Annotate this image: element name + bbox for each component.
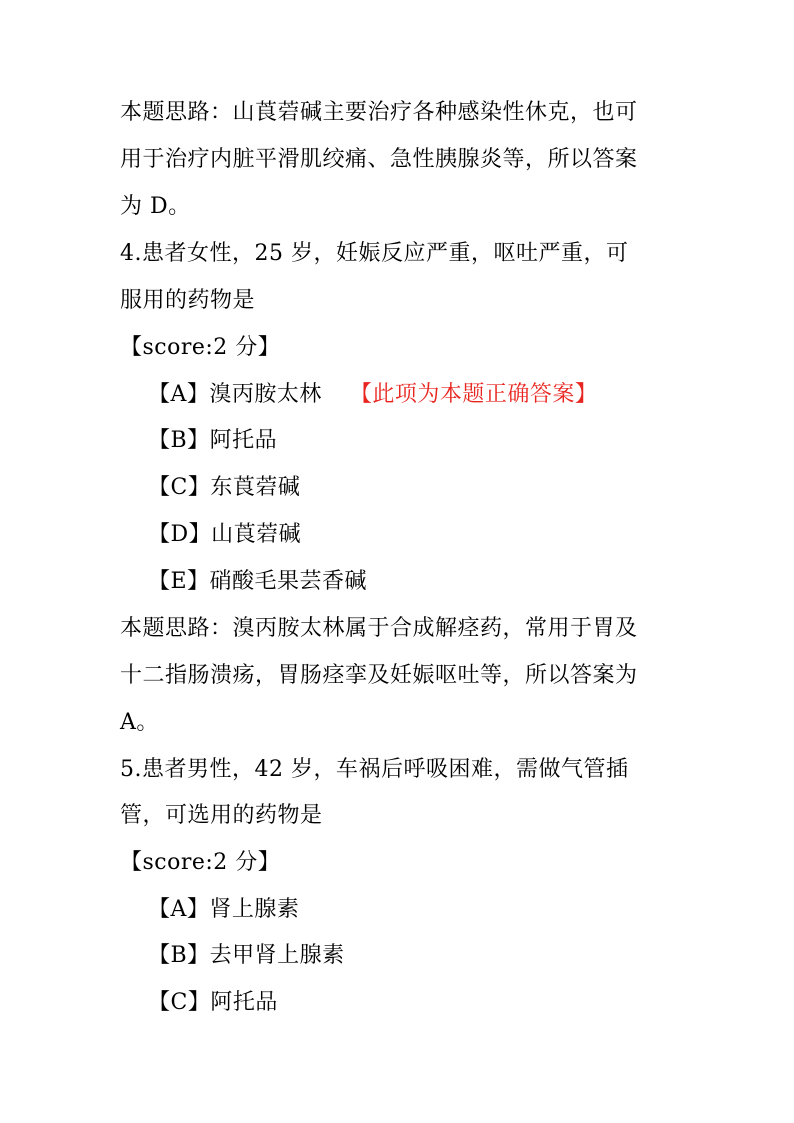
- q4-stem-line-1: 4.患者女性，25 岁，妊娠反应严重，呕吐严重，可: [120, 241, 629, 266]
- q4-explanation-line-3: A。: [120, 710, 159, 735]
- q5-option-a: 【A】肾上腺素: [148, 897, 300, 922]
- q4-option-a-label: 【A】溴丙胺太林: [148, 382, 322, 407]
- q4-option-a: [148, 382, 597, 408]
- q4-explanation-line-1: 本题思路：溴丙胺太林属于合成解痉药，常用于胃及: [120, 616, 638, 641]
- q3-explanation-line-1: 本题思路：山莨菪碱主要治疗各种感染性休克，也可: [120, 100, 638, 125]
- q4-option-e: 【E】硝酸毛果芸香碱: [148, 569, 368, 594]
- q4-option-d: 【D】山莨菪碱: [148, 522, 302, 547]
- q4-option-b: 【B】阿托品: [148, 428, 278, 453]
- q5-option-b: 【B】去甲肾上腺素: [148, 943, 345, 968]
- q5-stem-line-2: 管，可选用的药物是: [120, 803, 323, 828]
- q4-explanation-line-2: 十二指肠溃疡，胃肠痉挛及妊娠呕吐等，所以答案为: [120, 663, 638, 688]
- q3-explanation-line-3: 为 D。: [120, 194, 191, 219]
- q5-option-c: 【C】阿托品: [148, 990, 278, 1015]
- q4-score: 【score:2 分】: [120, 335, 281, 360]
- q5-score: 【score:2 分】: [120, 850, 281, 875]
- q4-stem-line-2: 服用的药物是: [120, 288, 256, 313]
- correct-answer-tag: 【此项为本题正确答案】: [349, 382, 598, 407]
- q4-option-c: 【C】东莨菪碱: [148, 475, 301, 500]
- q3-explanation-line-2: 用于治疗内脏平滑肌绞痛、急性胰腺炎等，所以答案: [120, 147, 638, 172]
- q5-stem-line-1: 5.患者男性，42 岁，车祸后呼吸困难，需做气管插: [120, 757, 629, 782]
